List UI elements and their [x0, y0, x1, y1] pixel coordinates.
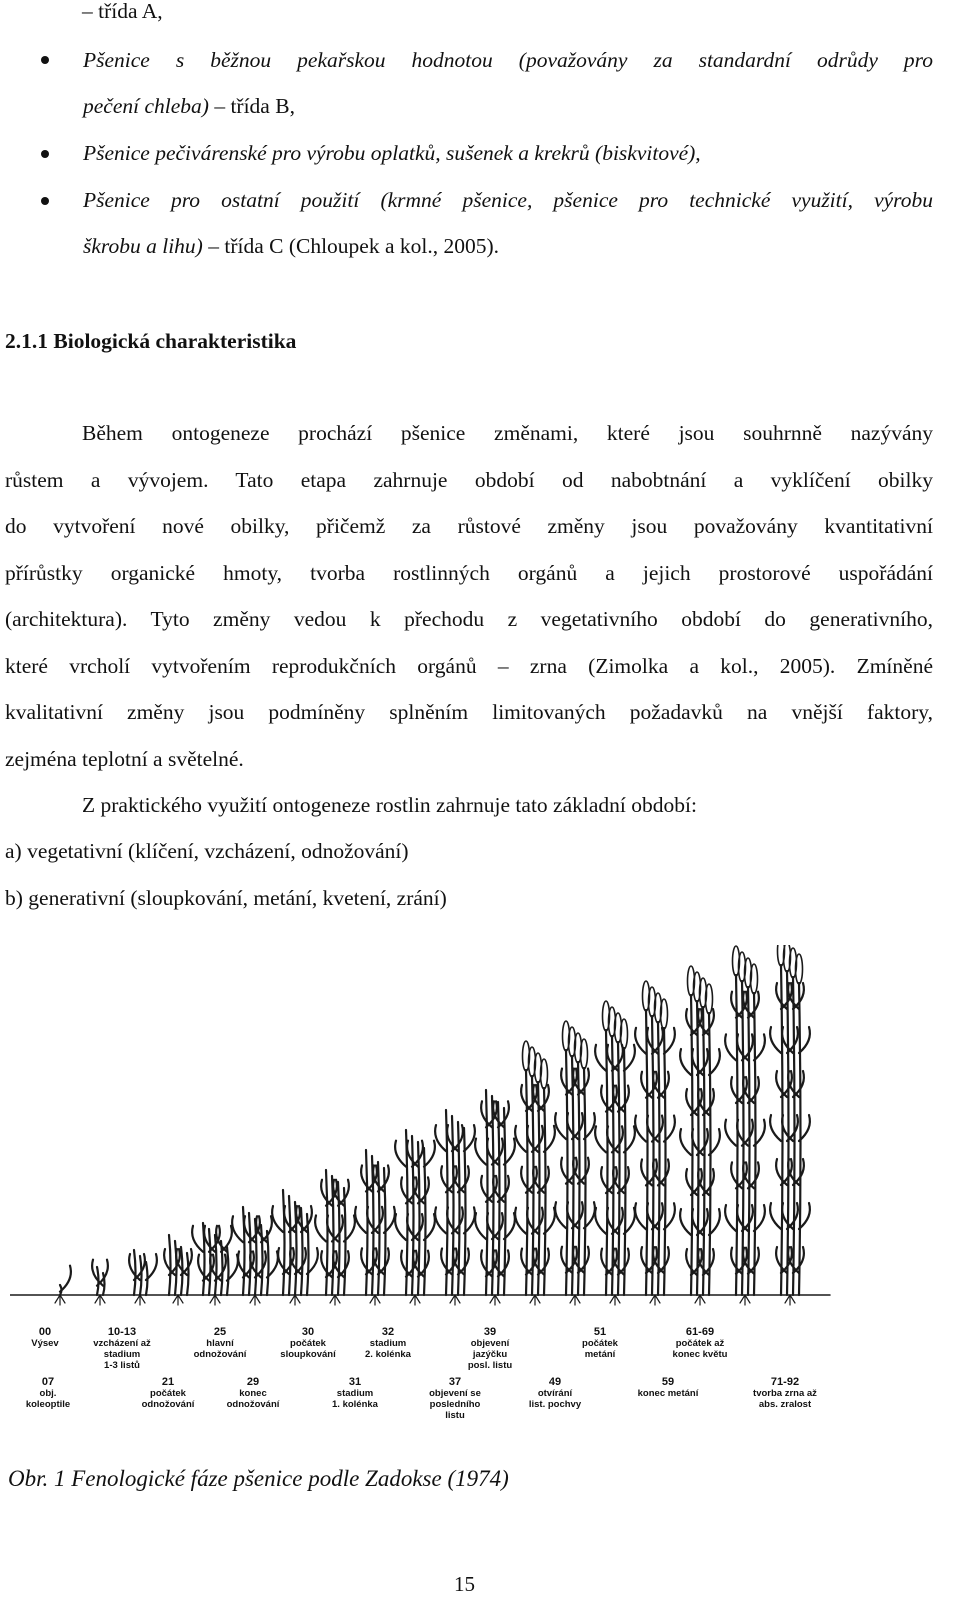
wheat-plant: [635, 981, 675, 1305]
bullet-line: [83, 92, 295, 120]
wheat-plant: [555, 1021, 595, 1305]
paragraph-line: Během ontogeneze prochází pšenice změnami, které jsou souhrnně nazývány: [82, 421, 933, 445]
stage-code: 30: [301, 1326, 315, 1338]
leaf: [395, 1214, 406, 1240]
leaf: [475, 1139, 486, 1165]
stem: [691, 995, 693, 1295]
leaf: [475, 1213, 486, 1239]
stem: [301, 1208, 303, 1295]
stage-description: konec: [239, 1388, 267, 1399]
stem: [140, 1256, 142, 1295]
bottom-stage-label: [26, 1376, 70, 1410]
stage-description: jazýčku: [472, 1349, 508, 1360]
stem: [267, 1231, 269, 1295]
stage-code: 10-13: [107, 1326, 137, 1338]
wheat-plant: [355, 1150, 395, 1305]
bottom-stage-label: [332, 1376, 379, 1410]
list-item-class-a: – třída A,: [82, 0, 163, 23]
wheat-plant: [192, 1223, 238, 1305]
leaf: [680, 1209, 691, 1235]
top-stage-label: [468, 1326, 513, 1371]
stem: [452, 1116, 454, 1295]
paragraph-line: přírůstky organické hmoty, tvorba rostlinných orgánů a jejich prostorové uspořádání: [5, 561, 933, 585]
stage-description: stadium: [369, 1338, 407, 1349]
stage-code: 71-92: [770, 1376, 800, 1388]
stem: [221, 1241, 223, 1295]
stage-code: 00: [38, 1326, 52, 1338]
stem: [289, 1196, 291, 1295]
wheat-plant: [272, 1190, 318, 1305]
bullet-line: Pšenice pro ostatní použití (krmné pšenice, pšenice pro technické využití, výrobu: [83, 188, 933, 212]
stage-description: stadium: [103, 1349, 141, 1360]
stage-description: 2. kolénka: [365, 1349, 411, 1360]
stem: [464, 1128, 466, 1295]
wheat-plant: [232, 1207, 278, 1305]
leaf: [595, 1045, 606, 1071]
leaf: [635, 1028, 646, 1054]
stage-description: sloupkování: [280, 1349, 336, 1360]
roots: [330, 1295, 340, 1305]
roots: [250, 1295, 260, 1305]
stage-code: 51: [593, 1326, 607, 1338]
bullet-line: Pšenice pečivárenské pro výrobu oplatků, sušenek a krekrů (biskvitové),: [83, 141, 701, 165]
stem: [703, 1007, 705, 1295]
leaf: [435, 1125, 446, 1151]
stem: [169, 1235, 171, 1295]
top-stage-label: [194, 1326, 247, 1360]
paragraph-line: které vrcholí vytvořením reprodukčních orgánů – zrna (Zimolka a kol., 2005). Zmíněné: [5, 654, 933, 678]
roots: [490, 1295, 500, 1305]
wheat-plant: [92, 1260, 108, 1305]
wheat-plant: [55, 1266, 71, 1305]
wheat-plant: [725, 946, 765, 1305]
stem: [307, 1214, 309, 1295]
stage-description: koleoptile: [25, 1399, 71, 1410]
top-stage-label: [93, 1326, 151, 1371]
bullet-text: – třída B,: [208, 94, 295, 118]
leaf: [272, 1206, 283, 1232]
figure-caption: Obr. 1 Fenologické fáze pšenice podle Zadokse (1974): [8, 1466, 509, 1491]
leaf: [635, 1116, 646, 1142]
paragraph-line: do vytvoření nové obilky, přičemž za růstové změny jsou považovány kvantitativní: [5, 514, 933, 538]
stem: [736, 975, 738, 1295]
roots: [95, 1295, 105, 1305]
stage-description: metání: [584, 1349, 616, 1360]
stage-description: odnožování: [193, 1349, 247, 1360]
bottom-stage-label: [429, 1376, 481, 1421]
roots: [410, 1295, 420, 1305]
top-stage-label: [673, 1326, 728, 1360]
stem: [664, 1028, 666, 1295]
top-stage-label: [582, 1326, 619, 1360]
bottom-stage-label: [638, 1376, 699, 1399]
wheat-plant: [475, 1090, 515, 1305]
zadoks-growth-stages-illustration: [10, 945, 840, 1450]
stage-description: Výsev: [31, 1338, 59, 1349]
bullet-icon: [41, 56, 49, 64]
stage-code: 49: [548, 1376, 562, 1388]
leaf: [725, 1205, 736, 1231]
paragraph-line: (architektura). Tyto změny vedou k přechodu z vegetativního období do generativního,: [5, 607, 933, 631]
stage-description: abs. zralost: [758, 1399, 812, 1410]
paragraph-line: zejména teplotní a světelné.: [5, 747, 244, 771]
stem: [781, 965, 783, 1295]
stem: [618, 1042, 620, 1295]
paragraph-line: Z praktického využití ontogeneze rostlin zahrnuje tato základní období:: [82, 793, 697, 817]
wheat-plant: [770, 945, 810, 1305]
leaf: [435, 1207, 446, 1233]
section-heading: 2.1.1 Biologická charakteristika: [5, 329, 297, 353]
leaf: [725, 1034, 736, 1060]
leaf: [680, 1129, 691, 1155]
stage-code: 25: [213, 1326, 227, 1338]
bullet-line: Pšenice s běžnou pekařskou hodnotou (považovány za standardní odrůdy pro: [83, 48, 933, 72]
wheat-plant: [435, 1110, 475, 1305]
stage-description: 1. kolénka: [332, 1399, 378, 1410]
page-number: 15: [454, 1572, 475, 1596]
roots: [290, 1295, 300, 1305]
stage-description: stadium: [336, 1388, 374, 1399]
stem: [103, 1273, 105, 1295]
stage-description: objevení: [470, 1338, 510, 1349]
roots: [570, 1295, 580, 1305]
wheat-plant: [129, 1250, 157, 1305]
stage-labels-top: [31, 1326, 727, 1371]
paragraph-line: růstem a vývojem. Tato etapa zahrnuje období od nabobtnání a vyklíčení obilky: [5, 468, 933, 492]
roots: [370, 1295, 380, 1305]
wheat-plant: [515, 1041, 555, 1305]
leaf: [515, 1208, 526, 1234]
roots: [650, 1295, 660, 1305]
stage-description: počátek: [150, 1388, 186, 1399]
leaf: [664, 1028, 675, 1054]
plant-drawings: [10, 945, 830, 1305]
bullet-icon: [41, 197, 49, 205]
wheat-plant: [595, 1001, 635, 1305]
roots: [210, 1295, 220, 1305]
bottom-stage-label: [753, 1376, 817, 1410]
bottom-stage-label: [529, 1376, 582, 1410]
stage-description: počátek až: [675, 1338, 725, 1349]
roots: [135, 1295, 145, 1305]
bullet-icon: [41, 150, 49, 158]
stage-description: odnožování: [226, 1399, 280, 1410]
stage-description: posledního: [429, 1399, 481, 1410]
roots: [610, 1295, 620, 1305]
stage-description: otvírání: [537, 1388, 573, 1399]
stage-description: 1-3 listů: [104, 1360, 140, 1371]
stem: [584, 1068, 586, 1295]
stem: [227, 1247, 229, 1295]
leaf: [725, 1120, 736, 1146]
stage-code: 31: [348, 1376, 362, 1388]
leaf: [595, 1126, 606, 1152]
wheat-plant: [315, 1170, 355, 1305]
stage-code: 29: [246, 1376, 260, 1388]
roots: [530, 1295, 540, 1305]
stage-description: obj.: [39, 1388, 57, 1399]
leaf: [192, 1226, 203, 1252]
stage-description: tvorba zrna až: [753, 1388, 817, 1399]
list-item-b: b) generativní (sloupkování, metání, kvetení, zrání): [5, 886, 447, 910]
stem: [748, 987, 750, 1295]
roots: [740, 1295, 750, 1305]
roots: [55, 1295, 65, 1305]
bullet-text-italic: pečení chleba): [83, 94, 209, 118]
stem: [624, 1048, 626, 1295]
bottom-stage-label: [142, 1376, 195, 1410]
list-item-a: a) vegetativní (klíčení, vzcházení, odnožování): [5, 839, 409, 863]
stage-description: konec metání: [637, 1388, 699, 1399]
bottom-stage-label: [227, 1376, 280, 1410]
leaf: [595, 1208, 606, 1234]
stage-description: počátek: [290, 1338, 326, 1349]
leaf: [515, 1126, 526, 1152]
leaf: [555, 1113, 566, 1139]
stage-code: 21: [161, 1376, 175, 1388]
stage-description: vzcházení až: [93, 1338, 151, 1349]
wheat-plant: [680, 966, 720, 1305]
stage-description: odnožování: [141, 1399, 195, 1410]
stage-code: 59: [661, 1376, 675, 1388]
leaf: [770, 1115, 781, 1141]
leaf: [232, 1216, 243, 1242]
stage-description: listu: [445, 1410, 465, 1421]
bullet-line: [83, 232, 499, 260]
top-stage-label: [280, 1326, 336, 1360]
leaf: [635, 1203, 646, 1229]
stage-code: 07: [41, 1376, 55, 1388]
top-stage-label: [31, 1326, 59, 1349]
roots: [450, 1295, 460, 1305]
stage-description: list. pochvy: [528, 1399, 582, 1410]
top-stage-label: [365, 1326, 412, 1360]
leaf: [355, 1207, 366, 1233]
stage-description: počátek: [582, 1338, 618, 1349]
leaf: [395, 1141, 406, 1167]
leaf: [770, 1027, 781, 1053]
bullet-text-italic: škrobu a lihu): [83, 234, 203, 258]
bullet-text: – třída C (Chloupek a kol., 2005).: [202, 234, 500, 258]
paragraph-line: kvalitativní změny jsou podmíněny splněním limitovaných požadavků na vnější faktory,: [5, 700, 933, 724]
stage-description: konec květu: [672, 1349, 728, 1360]
wheat-plant: [164, 1235, 192, 1305]
leaf: [555, 1202, 566, 1228]
stage-description: hlavní: [206, 1338, 234, 1349]
stem: [424, 1148, 426, 1295]
stage-code: 32: [381, 1326, 395, 1338]
roots: [785, 1295, 795, 1305]
stage-description: objevení se: [429, 1388, 481, 1399]
roots: [173, 1295, 183, 1305]
stage-code: 39: [483, 1326, 497, 1338]
wheat-plant: [395, 1130, 435, 1305]
stage-code: 37: [448, 1376, 462, 1388]
stem: [658, 1022, 660, 1295]
leaf: [680, 1049, 691, 1075]
leaf: [315, 1215, 326, 1241]
roots: [695, 1295, 705, 1305]
leaf: [770, 1203, 781, 1229]
stage-code: 61-69: [685, 1326, 715, 1338]
stage-labels-bottom: [26, 1376, 817, 1421]
stem: [215, 1235, 217, 1295]
stage-description: posl. listu: [467, 1360, 513, 1371]
stem: [255, 1219, 257, 1295]
